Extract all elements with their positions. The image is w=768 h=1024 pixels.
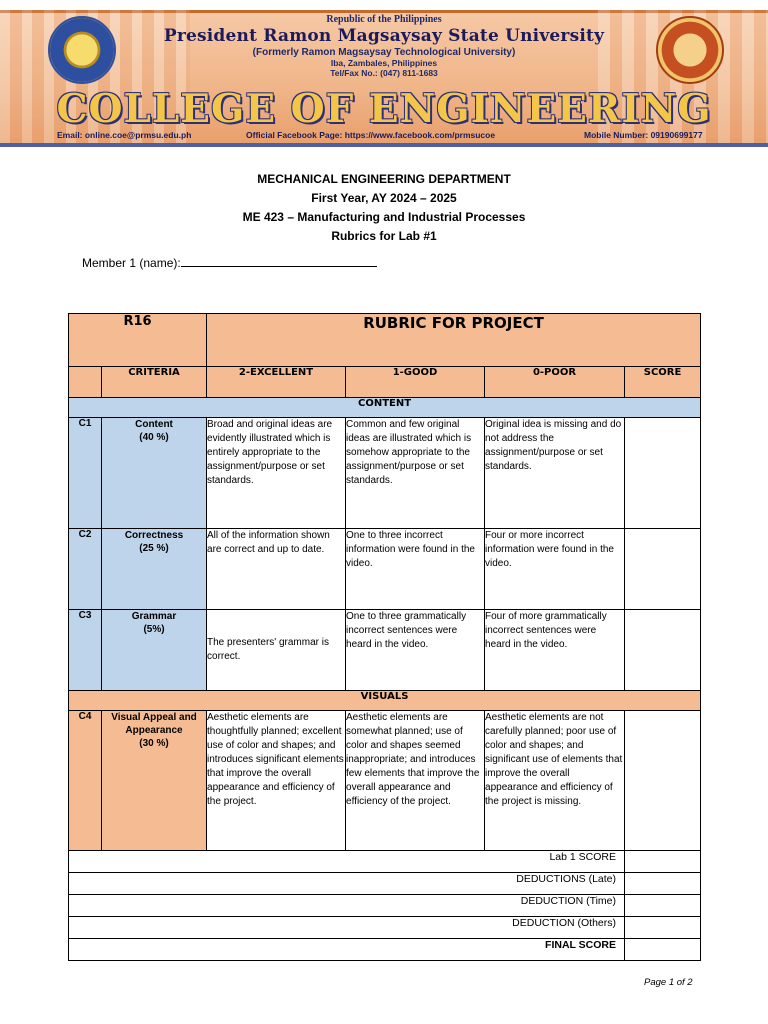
criterion-cell xyxy=(102,418,207,529)
header-poor: 0-POOR xyxy=(485,367,625,398)
table-row xyxy=(69,610,701,691)
summary-value-cell[interactable] xyxy=(625,851,701,873)
republic-line: Republic of the Philippines xyxy=(326,14,442,25)
member-name-field[interactable] xyxy=(82,255,377,270)
summary-label: DEDUCTION (Time) xyxy=(69,895,625,917)
poor-descriptor: Four or more incorrect information were found in the video. xyxy=(485,529,625,610)
university-address xyxy=(0,58,768,78)
criterion-name: Content xyxy=(135,419,173,430)
criterion-name: Correctness xyxy=(124,530,184,541)
summary-value-cell[interactable] xyxy=(625,917,701,939)
table-row xyxy=(69,418,701,529)
summary-label: FINAL SCORE xyxy=(69,939,625,961)
criterion-weight: (5%) xyxy=(143,624,165,635)
summary-row-final-score xyxy=(69,939,701,961)
criterion-weight: (25 %) xyxy=(139,543,169,554)
excellent-descriptor: All of the information shown are correct and up to date. xyxy=(207,529,346,610)
score-cell[interactable] xyxy=(625,610,701,691)
department-title: MECHANICAL ENGINEERING DEPARTMENT xyxy=(257,172,511,186)
good-descriptor: One to three incorrect information were found in the video. xyxy=(346,529,485,610)
banner-bottom-rule xyxy=(0,143,768,147)
summary-row-deduction-others xyxy=(69,917,701,939)
section-visuals-row xyxy=(69,691,701,711)
excellent-descriptor: Aesthetic elements are thoughtfully planned; excellent use of color and shapes; and introduces significant elements that improve the overall appearance and efficiency of the project. xyxy=(207,711,346,851)
academic-year: First Year, AY 2024 – 2025 xyxy=(311,191,457,205)
table-row xyxy=(69,711,701,851)
score-cell[interactable] xyxy=(625,418,701,529)
summary-value-cell[interactable] xyxy=(625,895,701,917)
summary-label: DEDUCTION (Others) xyxy=(69,917,625,939)
good-descriptor: Common and few original ideas are illustrated which is somehow appropriate to the assignment/purpose or set standards. xyxy=(346,418,485,529)
poor-descriptor: Aesthetic elements are not carefully planned; poor use of color and shapes; and significant use of elements that improve the overall appearance and efficiency of the project is missing. xyxy=(485,711,625,851)
summary-row-lab-score xyxy=(69,851,701,873)
criterion-cell xyxy=(102,529,207,610)
section-content-label: CONTENT xyxy=(69,398,701,418)
summary-value-cell[interactable] xyxy=(625,873,701,895)
criterion-code: C3 xyxy=(69,610,102,691)
criterion-code: C2 xyxy=(69,529,102,610)
section-content-row xyxy=(69,398,701,418)
rubric-title: RUBRIC FOR PROJECT xyxy=(207,314,701,367)
criterion-cell xyxy=(102,610,207,691)
former-name: (Formerly Ramon Magsaysay Technological University) xyxy=(252,47,516,58)
excellent-descriptor: Broad and original ideas are evidently illustrated which is entirely appropriate to the assignment/purpose or set standards. xyxy=(207,418,346,529)
poor-descriptor: Original idea is missing and do not address the assignment/purpose or set standards. xyxy=(485,418,625,529)
contact-mobile: Mobile Number: 09190699177 xyxy=(584,130,703,140)
table-title-row xyxy=(69,314,701,367)
criterion-name: Grammar xyxy=(131,611,177,622)
rubric-table xyxy=(68,313,701,961)
header-criteria: CRITERIA xyxy=(102,367,207,398)
section-visuals-label: VISUALS xyxy=(69,691,701,711)
table-header-row xyxy=(69,367,701,398)
criterion-weight: (30 %) xyxy=(139,738,169,749)
university-name: President Ramon Magsaysay State University xyxy=(163,26,605,46)
course-title: ME 423 – Manufacturing and Industrial Processes xyxy=(242,210,526,224)
summary-row-deduction-time xyxy=(69,895,701,917)
good-descriptor: Aesthetic elements are somewhat planned; use of color and shapes seemed inappropriate; and introduces few elements that improve the overall appearance and efficiency of the project. xyxy=(346,711,485,851)
summary-label: DEDUCTIONS (Late) xyxy=(69,873,625,895)
header-blank xyxy=(69,367,102,398)
criterion-code: C1 xyxy=(69,418,102,529)
criterion-code: C4 xyxy=(69,711,102,851)
header-excellent: 2-EXCELLENT xyxy=(207,367,346,398)
member-name-blank[interactable] xyxy=(181,255,377,267)
header-score: SCORE xyxy=(625,367,701,398)
table-row xyxy=(69,529,701,610)
criterion-cell xyxy=(102,711,207,851)
score-cell[interactable] xyxy=(625,529,701,610)
document-heading xyxy=(0,170,768,246)
summary-value-cell[interactable] xyxy=(625,939,701,961)
score-cell[interactable] xyxy=(625,711,701,851)
page-number: Page 1 of 2 xyxy=(644,977,693,988)
rubric-code: R16 xyxy=(69,314,207,367)
member-label: Member 1 (name): xyxy=(82,256,181,270)
poor-descriptor: Four of more grammatically incorrect sentences were heard in the video. xyxy=(485,610,625,691)
criterion-weight: (40 %) xyxy=(139,432,169,443)
address-line: Iba, Zambales, Philippines xyxy=(330,58,438,68)
college-name: COLLEGE OF ENGINEERING xyxy=(56,86,712,132)
criterion-name: Visual Appeal and Appearance xyxy=(111,712,197,736)
good-descriptor: One to three grammatically incorrect sentences were heard in the video. xyxy=(346,610,485,691)
contact-facebook: Official Facebook Page: https://www.facebook.com/prmsucoe xyxy=(246,130,496,140)
rubric-subtitle: Rubrics for Lab #1 xyxy=(331,229,437,243)
telfax-line: Tel/Fax No.: (047) 811-1683 xyxy=(330,68,438,78)
header-good: 1-GOOD xyxy=(346,367,485,398)
contact-email: Email: online.coe@prmsu.edu.ph xyxy=(57,130,192,140)
summary-label: Lab 1 SCORE xyxy=(69,851,625,873)
excellent-descriptor: The presenters' grammar is correct. xyxy=(207,610,346,691)
summary-row-deduction-late xyxy=(69,873,701,895)
